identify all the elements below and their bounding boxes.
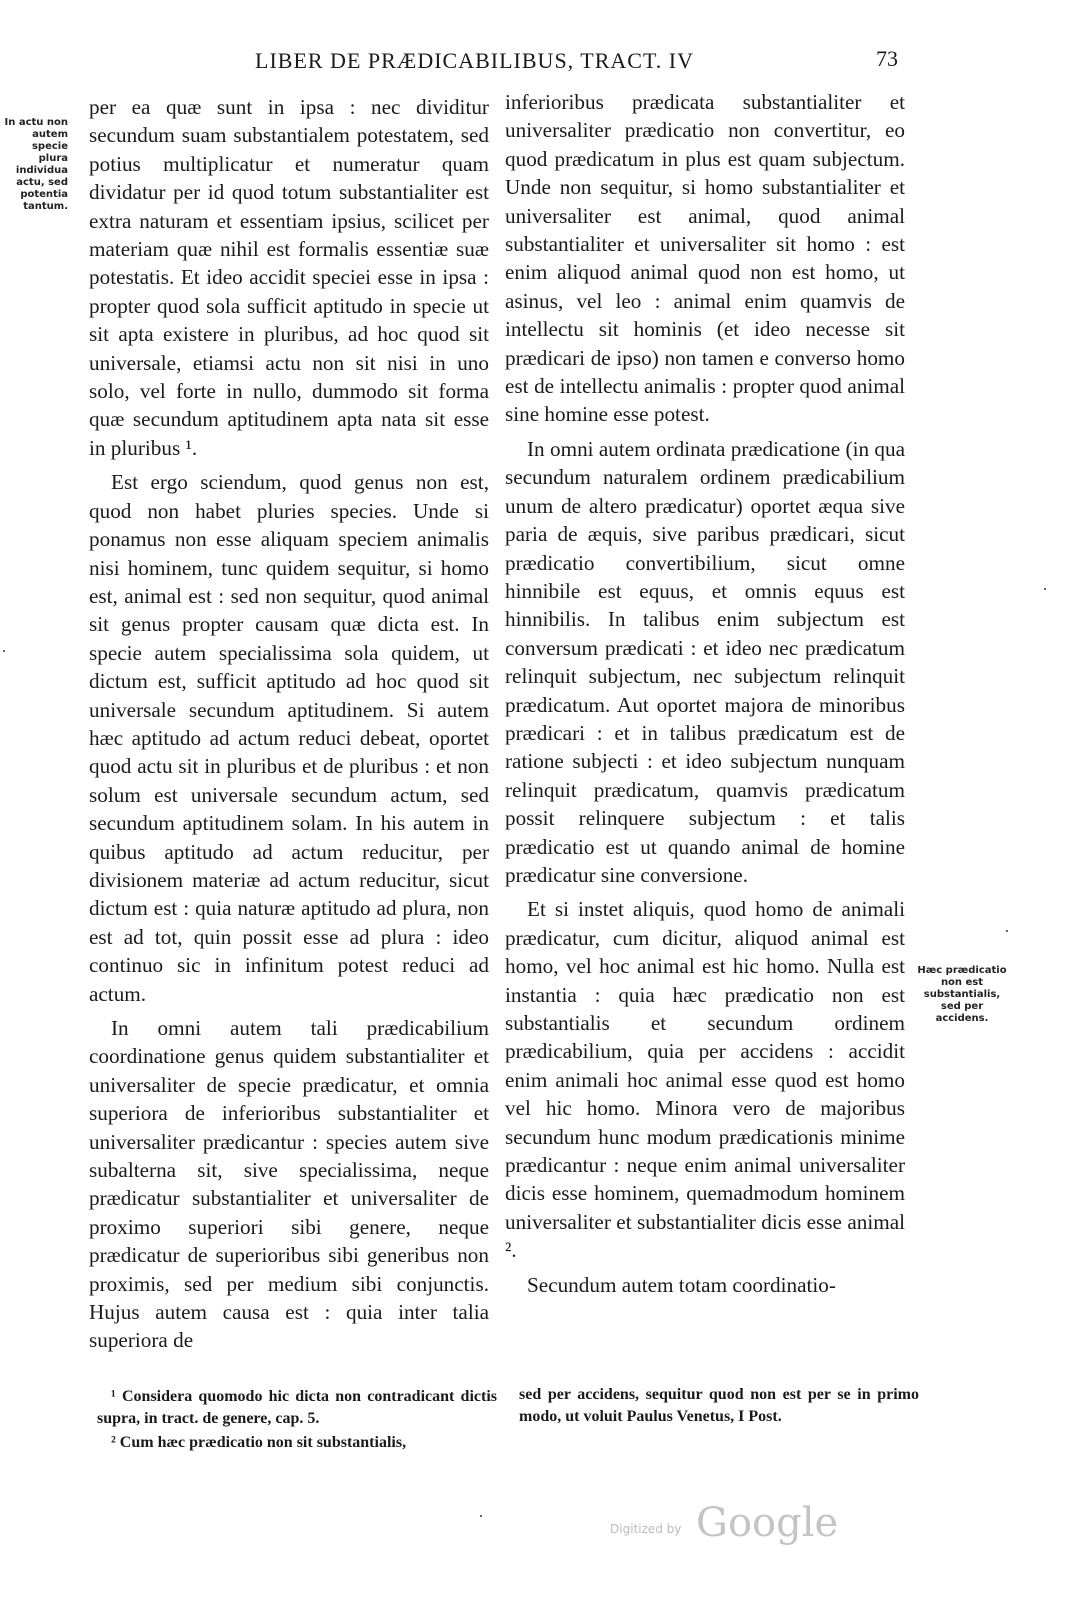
footnote: ² Cum hæc prædicatio non sit substantialis, bbox=[111, 1434, 407, 1451]
paragraph: Et si instet aliquis, quod homo de animali prædicatur, cum dicitur, aliquod animal est homo, vel hoc animal est hic homo. Nulla est instantia : quia hæc prædicatio non est substantialis et secundum ordinem prædicabilium, quia per accidens : accidit enim animali hoc animal esse quod est homo vel hic homo. Minora vero de majoribus secundum hunc modum prædicationis minime prædicantur : neque enim animal universaliter dicis esse hominem, quemadmodum hominem universaliter et substantialiter dicis esse animal ². bbox=[505, 897, 905, 1263]
paragraph: In omni autem tali prædicabilium coordinatione genus quidem substantialiter et universaliter de specie prædicatur, et omnia superiora de inferioribus substantialiter et universaliter prædicantur : species autem sive subalterna sit, sive specialissima, neque prædicatur substantialiter et universaliter de proximo superiori sibi genere, neque prædicatur de superioribus sibi generibus non proximis, sed per medium sibi conjunctis. Hujus autem causa est : quia inter talia superiora de bbox=[89, 1016, 489, 1353]
margin-note-left: In actu non autem specie plura individua actu, sed potentia tantum. bbox=[4, 117, 68, 212]
footnote-continuation: sed per accidens, sequitur quod non est per se in primo modo, ut voluit Paulus Venetus, I Post. bbox=[519, 1386, 919, 1425]
left-column bbox=[89, 93, 489, 1355]
page-number: 73 bbox=[876, 46, 898, 71]
paragraph: In omni autem ordinata prædicatione (in qua secundum naturalem ordinem prædicabilium unum de altero prædicatur) oportet æqua sive paria de æquis, sive paribus prædicari, sicut prædicatio convertibilium, sicut omne hinnibile est equus, et omnis equus est hinnibilis. In talibus enim subjectum est conversum prædicati : et ideo nec prædicatum relinquit subjectum, nec subjectum relinquit prædicatum. Aut oportet majora de minoribus prædicari : et in talibus prædicatum est de ratione subjecti : et ideo subjectum nunquam relinquit prædicatum, quamvis prædicatum possit relinquere subjectum : et talis prædicatio est ut quando animal de homine prædicatur sine conversione. bbox=[505, 436, 905, 887]
footnote: ¹ Considera quomodo hic dicta non contradicant dictis supra, in tract. de genere, cap. 5. bbox=[97, 1388, 497, 1427]
footnotes-left bbox=[97, 1386, 497, 1456]
scan-speck bbox=[1044, 588, 1046, 590]
paragraph: per ea quæ sunt in ipsa : nec dividitur secundum suam substantialem potestatem, sed potius multiplicatur et numeratur quam dividatur per id quod totum substantialiter est extra naturam et essentiam ipsius, scilicet per materiam quæ nihil est formalis essentiæ suæ potestatis. Et ideo accidit speciei esse in ipsa : propter quod sola sufficit aptitudo in specie ut sit apta existere in pluribus, ad hoc quod sit universale, etiamsi actu non sit nisi in uno solo, vel forte in nullo, dummodo sit forma quæ secundum aptitudinem apta nata sit esse in pluribus ¹. bbox=[89, 95, 489, 460]
scan-speck bbox=[3, 650, 5, 652]
watermark-prefix: Digitized by bbox=[610, 1522, 682, 1536]
scan-speck bbox=[480, 1515, 482, 1517]
google-logo: Google bbox=[696, 1500, 839, 1546]
right-column bbox=[505, 88, 905, 1299]
paragraph: Est ergo sciendum, quod genus non est, quod non habet pluries species. Unde si ponamus non esse aliquam speciem animalis nisi hominem, tunc quidem sequitur, si homo est, animal est : sed non sequitur, quod animal sit genus propter causam quæ dicta est. In specie autem specialissima sola quidem, ut dictum est, sufficit aptitudo ad hoc quod sit universale secundum aptitudinem. Si autem hæc aptitudo ad actum reduci debeat, oportet quod actu sit in pluribus et de pluribus : et non solum est universale secundum actum, sed secundum aptitudinem solam. In his autem in quibus aptitudo ad actum reducitur, per divisionem materiæ ad actum reducitur, sicut dictum est : quia naturæ aptitudo ad plura, non est ad tot, quin possit esse ad plura : ideo continuo sic in infinitum potest reduci ad actum. bbox=[89, 470, 489, 1006]
margin-note-right: Hæc prædicatio non est substantialis, sed per accidens. bbox=[917, 965, 1007, 1024]
running-title: LIBER DE PRÆDICABILIBUS, TRACT. IV bbox=[255, 48, 694, 73]
footnotes-right bbox=[519, 1384, 919, 1428]
page-header bbox=[0, 42, 1068, 82]
scan-speck bbox=[1006, 930, 1008, 932]
paragraph: Secundum autem totam coordinatio- bbox=[527, 1272, 836, 1297]
paragraph: inferioribus prædicata substantialiter et universaliter prædicatio non convertitur, eo quod prædicatum in plus est quam subjectum. Unde non sequitur, si homo substantialiter et universaliter est animal, quod animal substantialiter et universaliter sit homo : est enim aliquod animal quod non est homo, ut asinus, vel leo : animal enim quamvis de intellectu sit hominis (et ideo necesse sit prædicari de ipso) non tamen e converso homo est de intellectu animalis : propter quod animal sine homine esse potest. bbox=[505, 90, 905, 427]
